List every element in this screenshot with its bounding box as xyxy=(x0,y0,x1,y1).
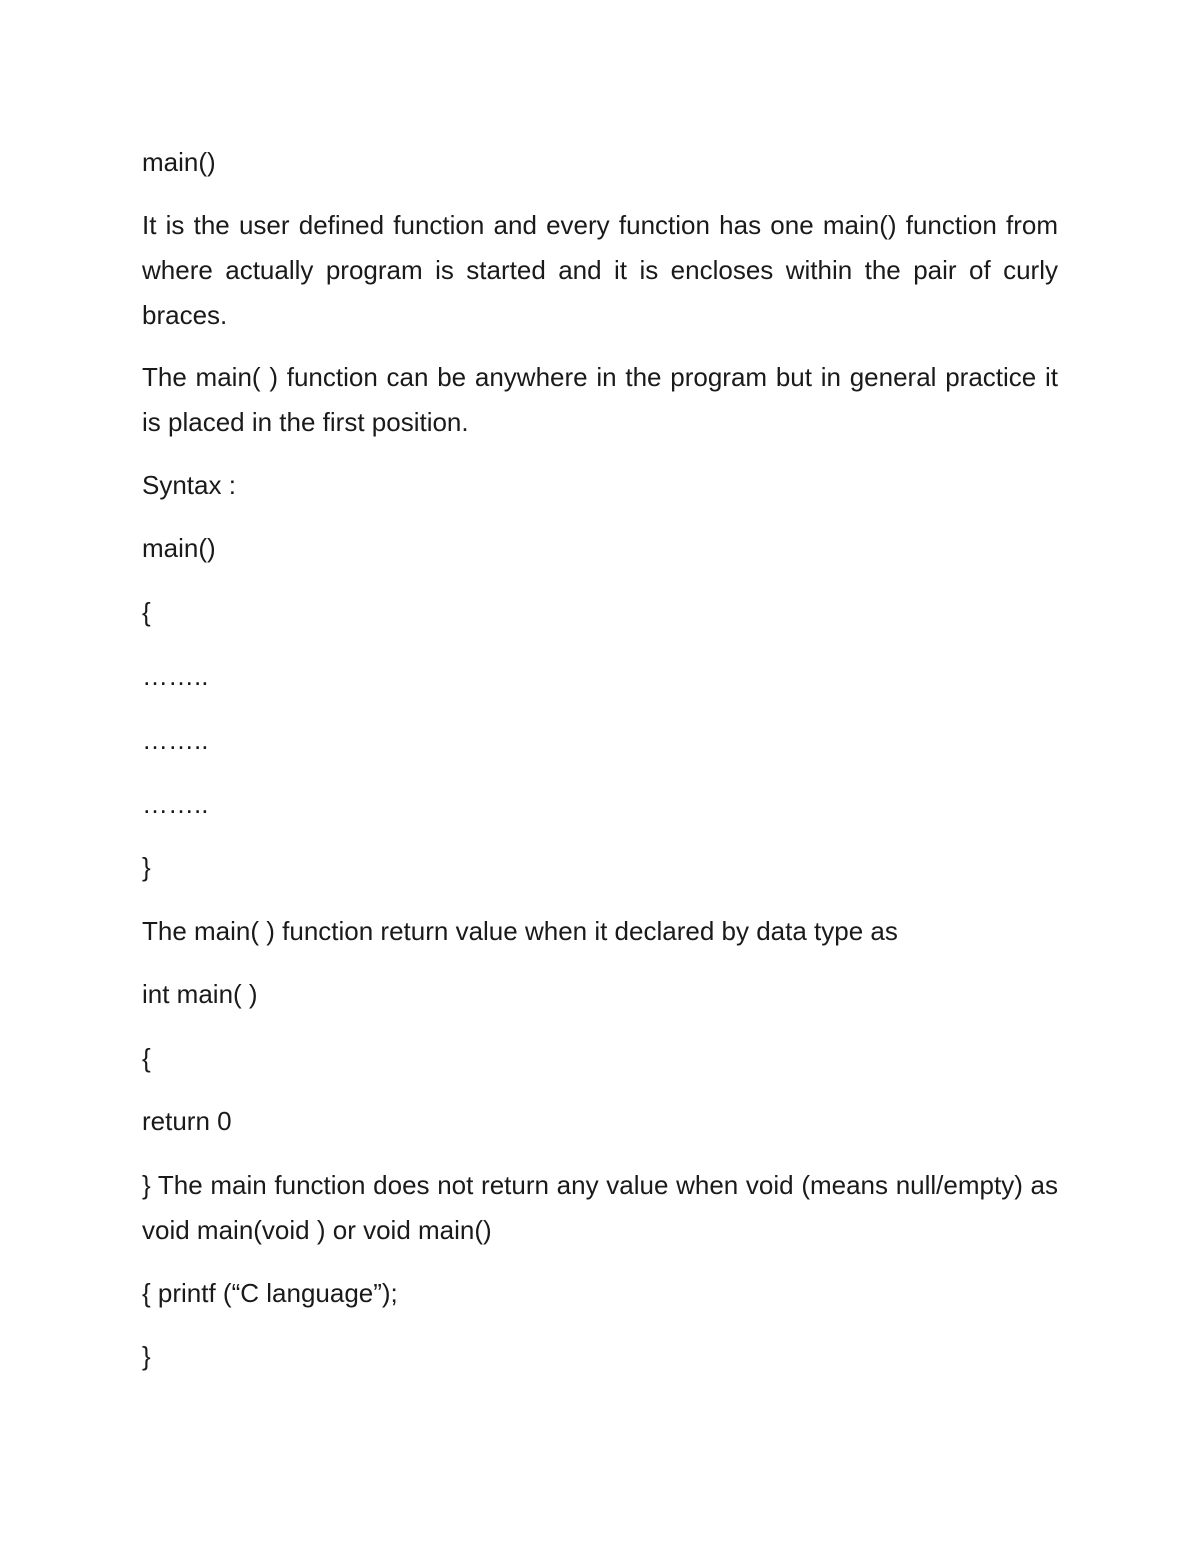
paragraph-main-description: It is the user defined function and every function has one main() function from where actually program is started and it is encloses within the pair of curly braces. xyxy=(142,210,1058,330)
void-main-close-brace: } xyxy=(142,1341,151,1371)
int-main-signature: int main( ) xyxy=(142,979,258,1009)
syntax-body-line: …….. xyxy=(142,725,209,755)
int-main-return-line: return 0 xyxy=(142,1106,232,1136)
int-main-open-brace: { xyxy=(142,1043,151,1073)
syntax-body-line: …….. xyxy=(142,789,209,819)
section-heading: main() xyxy=(142,147,216,177)
paragraph-return-value: The main( ) function return value when it declared by data type as xyxy=(142,916,898,946)
printf-line: { printf (“C language”); xyxy=(142,1278,398,1308)
paragraph-main-position: The main( ) function can be anywhere in the program but in general practice it is placed in the first position. xyxy=(142,362,1058,437)
syntax-close-brace: } xyxy=(142,852,151,882)
syntax-label: Syntax : xyxy=(142,470,236,500)
syntax-body-line: …….. xyxy=(142,661,209,691)
syntax-open-brace: { xyxy=(142,597,151,627)
paragraph-void-main: } The main function does not return any value when void (means null/empty) as void main(void ) or void main() xyxy=(142,1170,1058,1245)
syntax-signature: main() xyxy=(142,533,216,563)
